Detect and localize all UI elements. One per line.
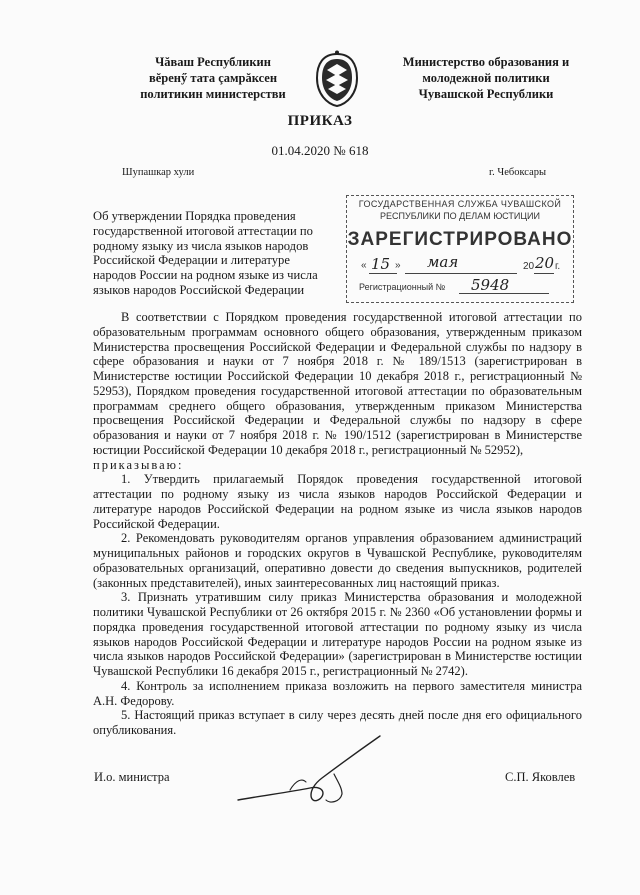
- subject-line: языков народов Российской Федерации: [93, 282, 305, 297]
- document-title: ПРИКАЗ: [287, 113, 353, 129]
- subject-line: родному языку из числа языков народов: [93, 238, 309, 253]
- order-word: приказываю:: [93, 457, 184, 472]
- stamp-reg-label: Регистрационный №: [359, 282, 446, 292]
- order-item: 2. Рекомендовать руководителям органов управления образованием администраций муниципальных районов и городских округов в Чувашской Республике, руководителям образовательных организаций, оперативно довести до сведения выпускников, родителей (законных представителей), иных заинтересованных лиц настоящий приказ.: [93, 531, 582, 590]
- stamp-agency-line: РЕСПУБЛИКИ ПО ДЕЛАМ ЮСТИЦИИ: [380, 211, 540, 221]
- stamp-quote-open: «: [361, 260, 367, 271]
- document-date-number: 01.04.2020 № 618: [271, 143, 369, 158]
- header-right-line: молодежной политики: [422, 71, 550, 85]
- header-left-line: политикин министерстви: [140, 87, 286, 101]
- stamp-month: мая: [427, 253, 459, 271]
- stamp-reg-number: 5948: [471, 276, 510, 294]
- body-intro: В соответствии с Порядком проведения государственной итоговой аттестации по образовательным программам основного общего образования, утвержденным приказом Министерства просвещения Российской Федерации и Федеральной службы по надзору в сфере образования и науки от 7 ноября 2018 г. № 189/1513 (зарегистрирован в Министерстве юстиции Российской Федерации 10 декабря 2018 г., регистрационный № 52953), Порядком проведения государственной итоговой аттестации по образовательным программам среднего общего образования, утвержденным приказом Министерства просвещения Российской Федерации и Федеральной службы по надзору в сфере образования и науки от 7 ноября 2018 г. № 190/1512 (зарегистрирован в Министерстве юстиции Российской Федерации 10 декабря 2018 г., регистрационный № 52952),: [93, 310, 582, 457]
- stamp-year-suffix: 20: [535, 254, 555, 272]
- order-item: 1. Утвердить прилагаемый Порядок проведения государственной итоговой аттестации по родному языку из числа языков народов Российской Федерации и литературе народов Российской Федерации на родном языке из числа языков народов Российской Федерации.: [93, 472, 582, 531]
- order-item: 4. Контроль за исполнением приказа возложить на первого заместителя министра А.Н. Федорову.: [93, 678, 582, 708]
- stamp-quote-close: »: [395, 260, 401, 271]
- header-right-line: Чувашской Республики: [418, 87, 554, 101]
- handwritten-signature-icon: [230, 730, 400, 815]
- order-item: 5. Настоящий приказ вступает в силу через десять дней после дня его официального опубликования.: [93, 708, 582, 737]
- place-chuvash: Шупашкар хули: [122, 167, 195, 178]
- stamp-year-prefix: 20: [523, 261, 535, 272]
- order-body: [93, 310, 582, 738]
- order-subject: [93, 209, 335, 298]
- header-left-line: вĕренӳ тата çамрăксен: [148, 71, 278, 85]
- header-left-chuvash: [118, 54, 308, 102]
- stamp-year-g: г.: [555, 261, 561, 272]
- registration-stamp: [346, 195, 574, 303]
- subject-line: народов России на родном языке из числа: [93, 268, 318, 283]
- subject-line: Об утверждении Порядка проведения: [93, 209, 296, 223]
- subject-line: государственной итоговой аттестации по: [93, 223, 313, 238]
- order-item: 3. Признать утратившим силу приказ Министерства образования и молодежной политики Чувашской Республики от 26 октября 2015 г. № 2360 «Об установлении формы и порядка проведения государственной итоговой аттестации по родному языку из числа языков народов Российской Федерации и литературе народов России на родном языке из числа языков народов Российской Федерации» (зарегистрирован в Министерстве юстиции Чувашской Республики 16 декабря 2015 г., регистрационный № 2742).: [93, 590, 582, 678]
- header-left-line: Чăваш Республикин: [155, 55, 271, 69]
- header-right-russian: [388, 54, 584, 102]
- stamp-agency-line: ГОСУДАРСТВЕННАЯ СЛУЖБА ЧУВАШСКОЙ: [358, 199, 562, 209]
- stamp-day: 15: [371, 255, 391, 273]
- stamp-date: [361, 253, 566, 276]
- subject-line: Российской Федерации и литературе: [93, 253, 290, 268]
- signatory-position: И.о. министра: [94, 770, 170, 784]
- chuvash-emblem-icon: [313, 50, 361, 108]
- signatory-name: С.П. Яковлев: [505, 770, 576, 784]
- place-russian: г. Чебоксары: [489, 167, 547, 178]
- header-right-line: Министерство образования и: [402, 55, 570, 69]
- stamp-registered: ЗАРЕГИСТРИРОВАНО: [347, 229, 573, 250]
